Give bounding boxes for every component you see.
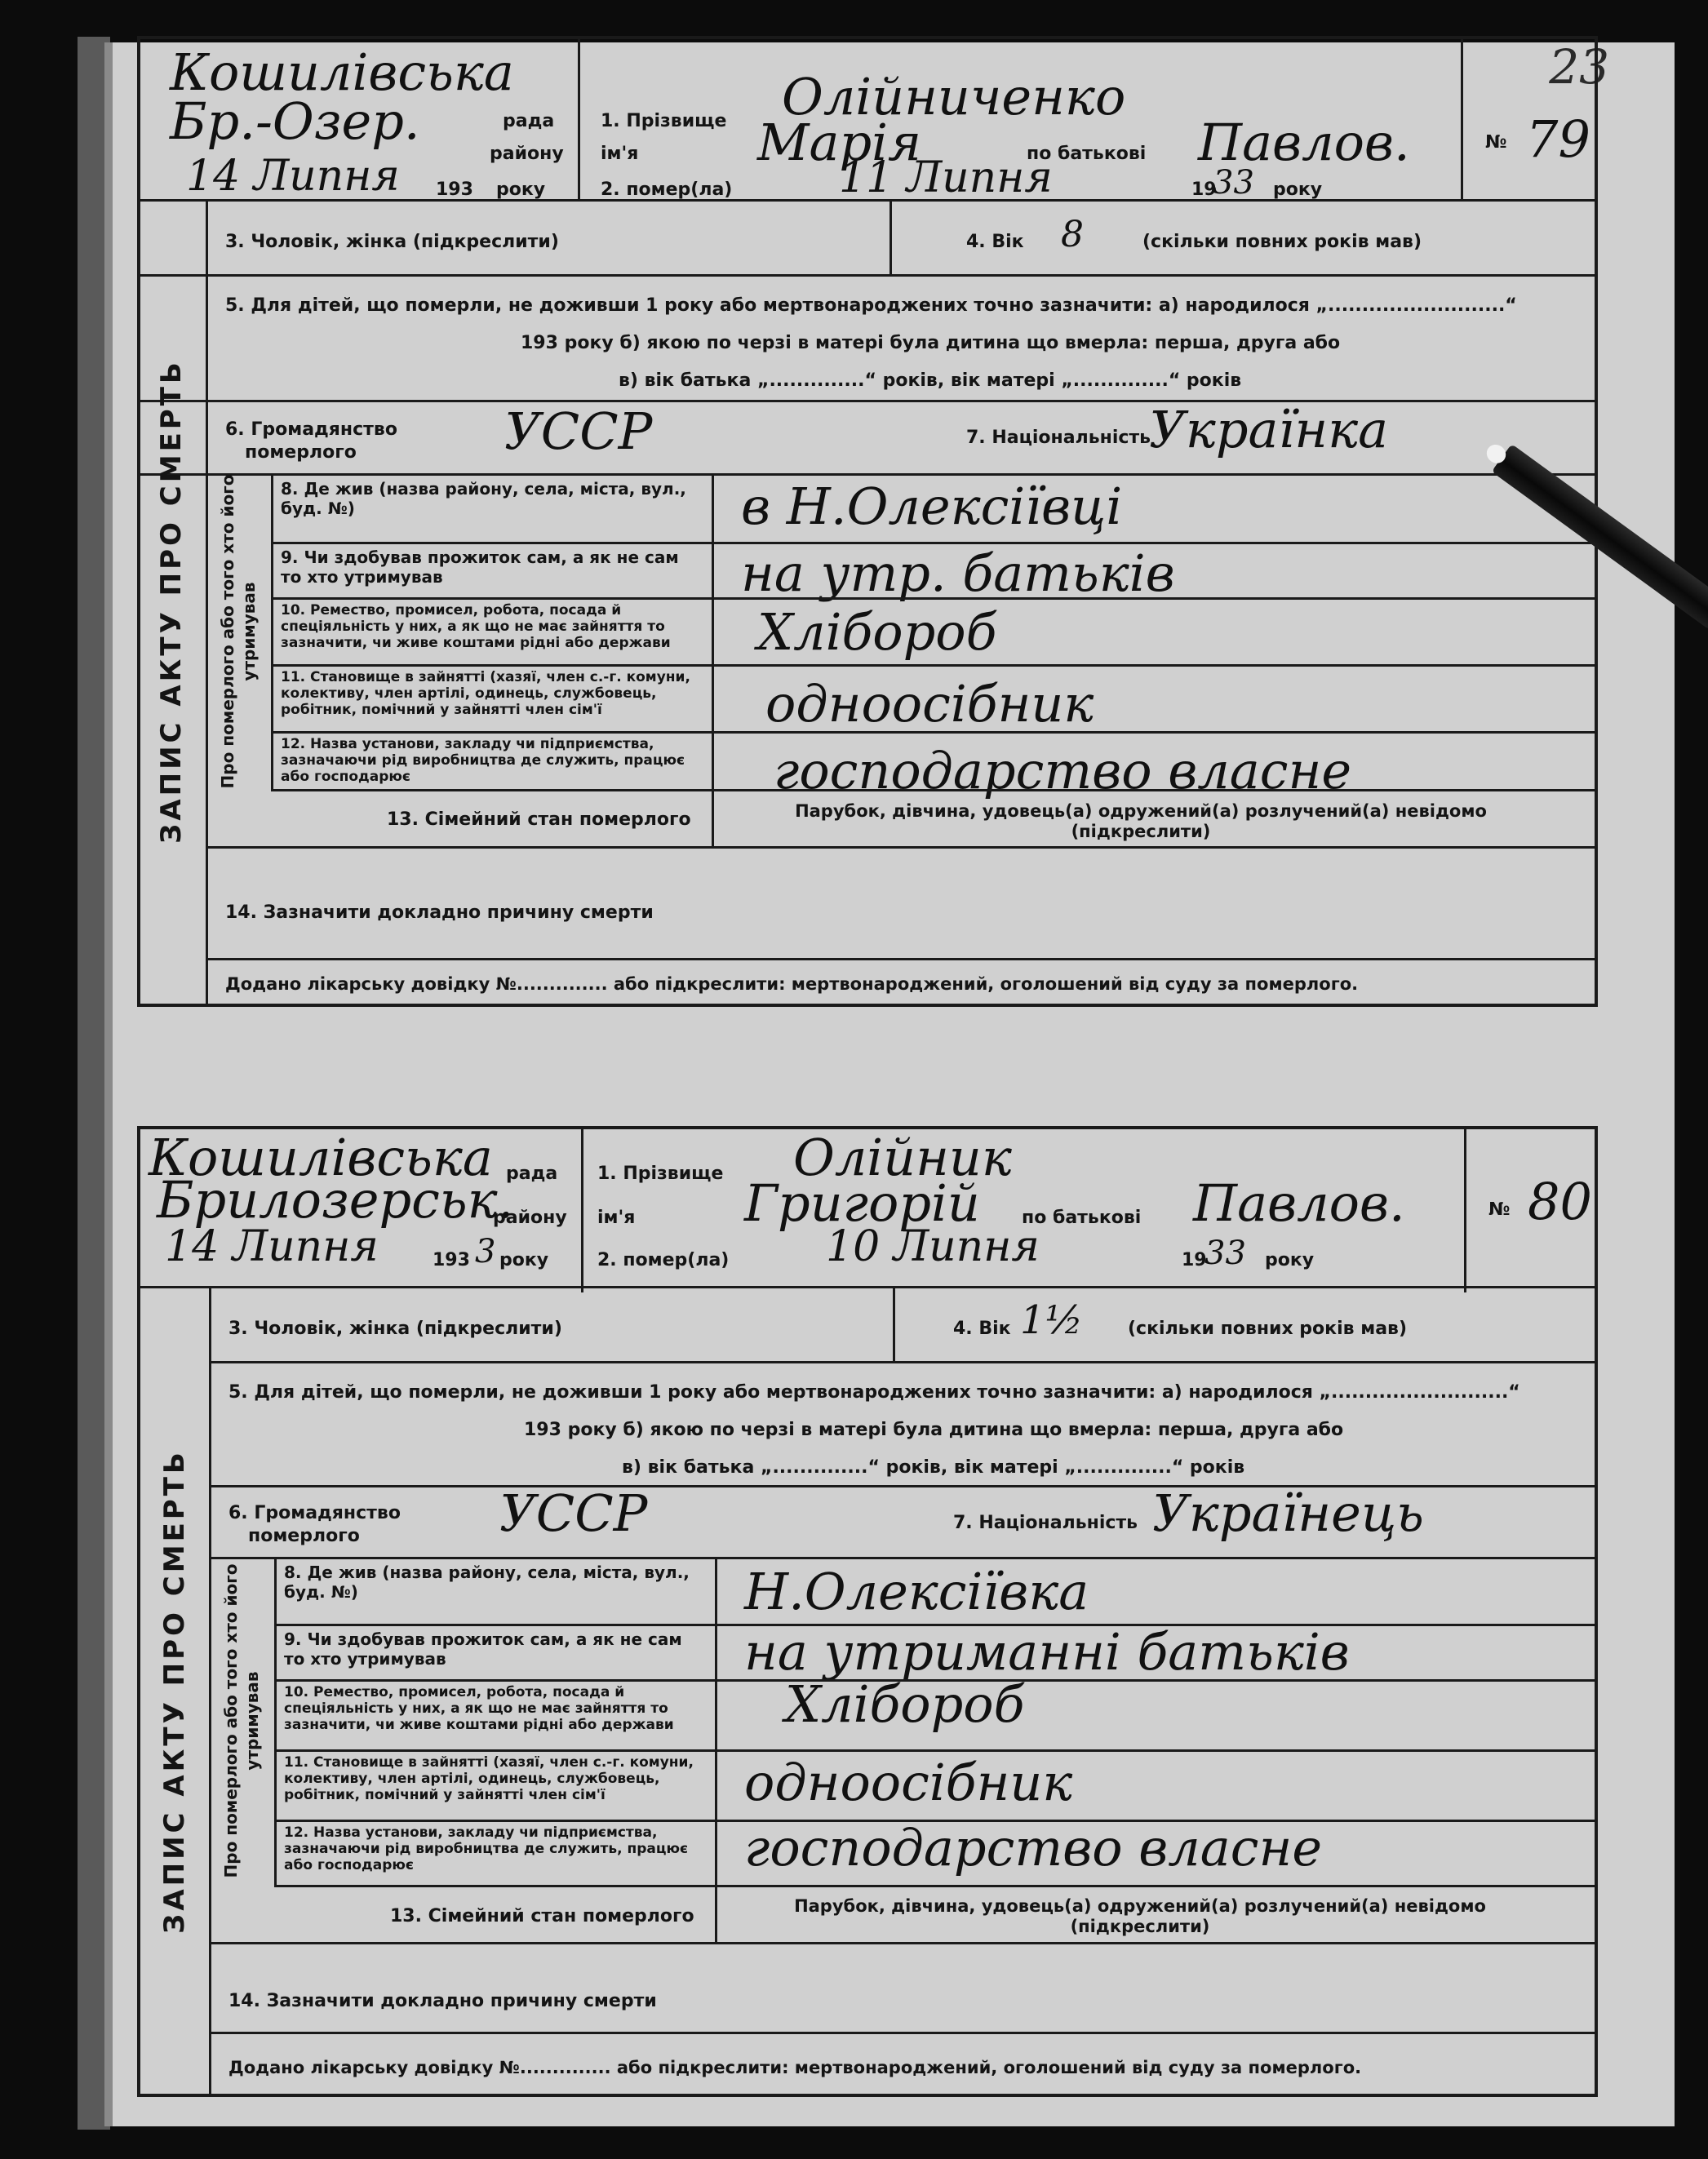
rada-label: рада bbox=[503, 111, 555, 131]
patronymic-value: Павлов. bbox=[1198, 113, 1410, 172]
subsection-title: Про померлого або того хто його утримував bbox=[221, 1563, 262, 1878]
support-value: на утриманні батьків bbox=[744, 1622, 1350, 1682]
institution-value: господарство власне bbox=[744, 1818, 1323, 1877]
position-label: 11. Становище в зайнятті (хазяї, член с.-г. комуни, колективу, член артілі, одинець, службовець, робітник, помічний у зайнятті член сім'ї bbox=[281, 669, 690, 719]
residence-label: 8. Де жив (назва району, села, міста, вул., буд. №) bbox=[284, 1563, 690, 1602]
surname-value: Олійниченко bbox=[782, 67, 1126, 126]
record-number-label: № bbox=[1485, 132, 1507, 153]
child-info-line-2: 193 року б) якою по черзі в матері була дитина що вмерла: перша, друга або bbox=[524, 1420, 1344, 1440]
rada-value: Кошилівська bbox=[149, 1128, 493, 1187]
year-193-label: 193 bbox=[433, 1250, 470, 1270]
marital-options: Парубок, дівчина, удовець(а) одружений(а) розлучений(а) невідомо (підкреслити) bbox=[794, 1896, 1486, 1936]
citizenship-value: УССР bbox=[499, 1483, 648, 1543]
death-year-label: року bbox=[1265, 1250, 1315, 1270]
rada-label: рада bbox=[506, 1164, 558, 1184]
page-number: 23 bbox=[1549, 39, 1609, 95]
surname-value: Олійник bbox=[793, 1128, 1012, 1187]
age-note: (скільки повних років мав) bbox=[1128, 1319, 1408, 1339]
marital-label: 13. Сімейний стан померлого bbox=[387, 809, 691, 830]
row-3-divider bbox=[893, 1286, 895, 1361]
rada-value: Кошилівська bbox=[170, 42, 514, 102]
year-193-label: 193 bbox=[436, 180, 473, 200]
subsection-sidebar bbox=[209, 1557, 277, 1885]
institution-label: 12. Назва установи, закладу чи підприємства, зазначаючи рід виробництва де служить, працює або господарює bbox=[284, 1824, 689, 1874]
patronymic-label: по батькові bbox=[1022, 1208, 1142, 1228]
marital-options: Парубок, дівчина, удовець(а) одружений(а) розлучений(а) невідомо (підкреслити) bbox=[795, 801, 1487, 841]
death-record-form-2 bbox=[137, 1126, 1598, 2097]
position-value: одноосібник bbox=[744, 1753, 1073, 1812]
nationality-label: 7. Національність bbox=[966, 428, 1151, 448]
support-value: на утр. батьків bbox=[741, 543, 1175, 603]
name-label: ім'я bbox=[601, 144, 639, 164]
occupation-value: Хлібороб bbox=[785, 1674, 1025, 1734]
rayon-value: Бр.-Озер. bbox=[170, 91, 420, 151]
record-number-label: № bbox=[1488, 1199, 1511, 1220]
section-sidebar bbox=[140, 1286, 211, 2097]
age-value: 1½ bbox=[1020, 1297, 1084, 1343]
patronymic-value: Павлов. bbox=[1193, 1173, 1405, 1233]
institution-value: господарство власне bbox=[774, 741, 1352, 800]
section-title: ЗАПИС АКТУ ПРО СМЕРТЬ bbox=[155, 359, 188, 844]
death-date-value: 10 Липня bbox=[826, 1222, 1040, 1271]
death-year-label: року bbox=[1273, 180, 1323, 200]
name-value: Марія bbox=[757, 113, 922, 172]
year-label: року bbox=[496, 180, 546, 200]
rayon-value: Брилозерськ. bbox=[157, 1170, 514, 1230]
occupation-value: Хлібороб bbox=[757, 602, 997, 662]
registration-date-value: 14 Липня bbox=[186, 152, 400, 201]
header-divider bbox=[581, 1129, 583, 1292]
child-info-line-1: 5. Для дітей, що померли, не доживши 1 року або мертвонароджених точно зазначити: а) народилося „..........................“ bbox=[225, 295, 1517, 316]
citizenship-label-2: померлого bbox=[245, 442, 357, 463]
subsection-title: Про померлого або того хто його утримував bbox=[218, 474, 259, 788]
citizenship-label: 6. Громадянство bbox=[225, 419, 397, 440]
nationality-value: Українка bbox=[1149, 400, 1389, 459]
name-value: Григорій bbox=[744, 1173, 980, 1233]
cause-label: 14. Зазначити докладно причину смерти bbox=[228, 1991, 657, 2011]
footer-note: Додано лікарську довідку №.............. або підкреслити: мертвонароджений, оголошений від суду за померлого. bbox=[225, 974, 1359, 994]
surname-label: 1. Прізвище bbox=[597, 1164, 724, 1184]
patronymic-label: по батькові bbox=[1027, 144, 1147, 164]
child-info-line-1: 5. Для дітей, що померли, не доживши 1 року або мертвонароджених точно зазначити: а) народилося „..........................“ bbox=[228, 1382, 1520, 1403]
row-5-top bbox=[209, 1361, 1595, 1363]
child-info-line-3: в) вік батька „..............“ років, вік матері „..............“ років bbox=[619, 370, 1242, 391]
year-label: року bbox=[499, 1250, 549, 1270]
position-value: одноосібник bbox=[765, 674, 1094, 734]
row-11-top bbox=[274, 1749, 1595, 1752]
support-label: 9. Чи здобував прожиток сам, а як не сам то хто утримував bbox=[284, 1629, 682, 1669]
rayon-label: району bbox=[490, 144, 564, 164]
residence-label: 8. Де жив (назва району, села, міста, вул., буд. №) bbox=[281, 479, 686, 518]
row-3-top bbox=[140, 1286, 1595, 1288]
support-label: 9. Чи здобував прожиток сам, а як не сам то хто утримував bbox=[281, 548, 679, 587]
row-footer-top bbox=[209, 2032, 1595, 2034]
row-13-top bbox=[274, 1885, 1595, 1887]
age-note: (скільки повних років мав) bbox=[1142, 232, 1422, 252]
citizenship-value: УССР bbox=[504, 401, 653, 461]
death-year-value: 33 bbox=[1204, 1235, 1246, 1272]
age-value: 8 bbox=[1061, 214, 1084, 255]
child-info-line-3: в) вік батька „..............“ років, вік матері „..............“ років bbox=[622, 1457, 1245, 1478]
death-date-value: 11 Липня bbox=[839, 153, 1053, 202]
death-year-prefix: 19 bbox=[1191, 180, 1217, 200]
section-title: ЗАПИС АКТУ ПРО СМЕРТЬ bbox=[158, 1449, 191, 1934]
number-divider bbox=[1464, 1129, 1466, 1292]
death-record-form-1-lower bbox=[137, 36, 1598, 1007]
sex-label: 3. Чоловік, жінка (підкреслити) bbox=[225, 232, 559, 252]
death-year-prefix: 19 bbox=[1182, 1250, 1207, 1270]
institution-label: 12. Назва установи, закладу чи підприємства, зазначаючи рід виробництва де служить, працює або господарює bbox=[281, 736, 685, 786]
citizenship-label: 6. Громадянство bbox=[228, 1503, 401, 1523]
occupation-label: 10. Ремество, промисел, робота, посада й спеціяльність у них, а як що не має зайняття то зазначити, чи живе коштами рідні або держави bbox=[281, 602, 671, 652]
surname-label: 1. Прізвище bbox=[601, 111, 727, 131]
age-label: 4. Вік bbox=[966, 232, 1024, 252]
residence-value: в Н.Олексіївці bbox=[741, 477, 1123, 536]
occupation-label: 10. Ремество, промисел, робота, посада й спеціяльність у них, а як що не має зайняття то зазначити, чи живе коштами рідні або держави bbox=[284, 1684, 674, 1734]
record-number-value: 80 bbox=[1528, 1172, 1592, 1231]
death-date-label: 2. помер(ла) bbox=[601, 180, 733, 200]
position-label: 11. Становище в зайнятті (хазяї, член с.-г. комуни, колективу, член артілі, одинець, службовець, робітник, помічний у зайнятті член сім'ї bbox=[284, 1754, 694, 1804]
citizenship-label-2: померлого bbox=[248, 1526, 360, 1546]
death-year-value: 33 bbox=[1213, 164, 1254, 202]
nationality-label: 7. Національність bbox=[953, 1513, 1138, 1533]
registration-date-value: 14 Липня bbox=[165, 1222, 379, 1271]
residence-value: Н.Олексіївка bbox=[744, 1562, 1089, 1621]
rayon-label: району bbox=[493, 1208, 567, 1228]
cause-label: 14. Зазначити докладно причину смерти bbox=[225, 902, 654, 923]
footer-note: Додано лікарську довідку №.............. або підкреслити: мертвонароджений, оголошений від суду за померлого. bbox=[228, 2058, 1362, 2077]
death-date-label: 2. помер(ла) bbox=[597, 1250, 730, 1270]
row-8-top bbox=[209, 1557, 1595, 1559]
nationality-value: Українець bbox=[1152, 1483, 1424, 1543]
age-label: 4. Вік bbox=[953, 1319, 1011, 1339]
name-label: ім'я bbox=[597, 1208, 636, 1228]
child-info-line-2: 193 року б) якою по черзі в матері була дитина що вмерла: перша, друга або bbox=[521, 333, 1341, 353]
marital-label: 13. Сімейний стан померлого bbox=[390, 1906, 694, 1926]
sex-label: 3. Чоловік, жінка (підкреслити) bbox=[228, 1319, 562, 1339]
record-number-value: 79 bbox=[1526, 109, 1590, 169]
row-14-top bbox=[209, 1942, 1595, 1944]
year-digit-value: 3 bbox=[475, 1233, 496, 1270]
